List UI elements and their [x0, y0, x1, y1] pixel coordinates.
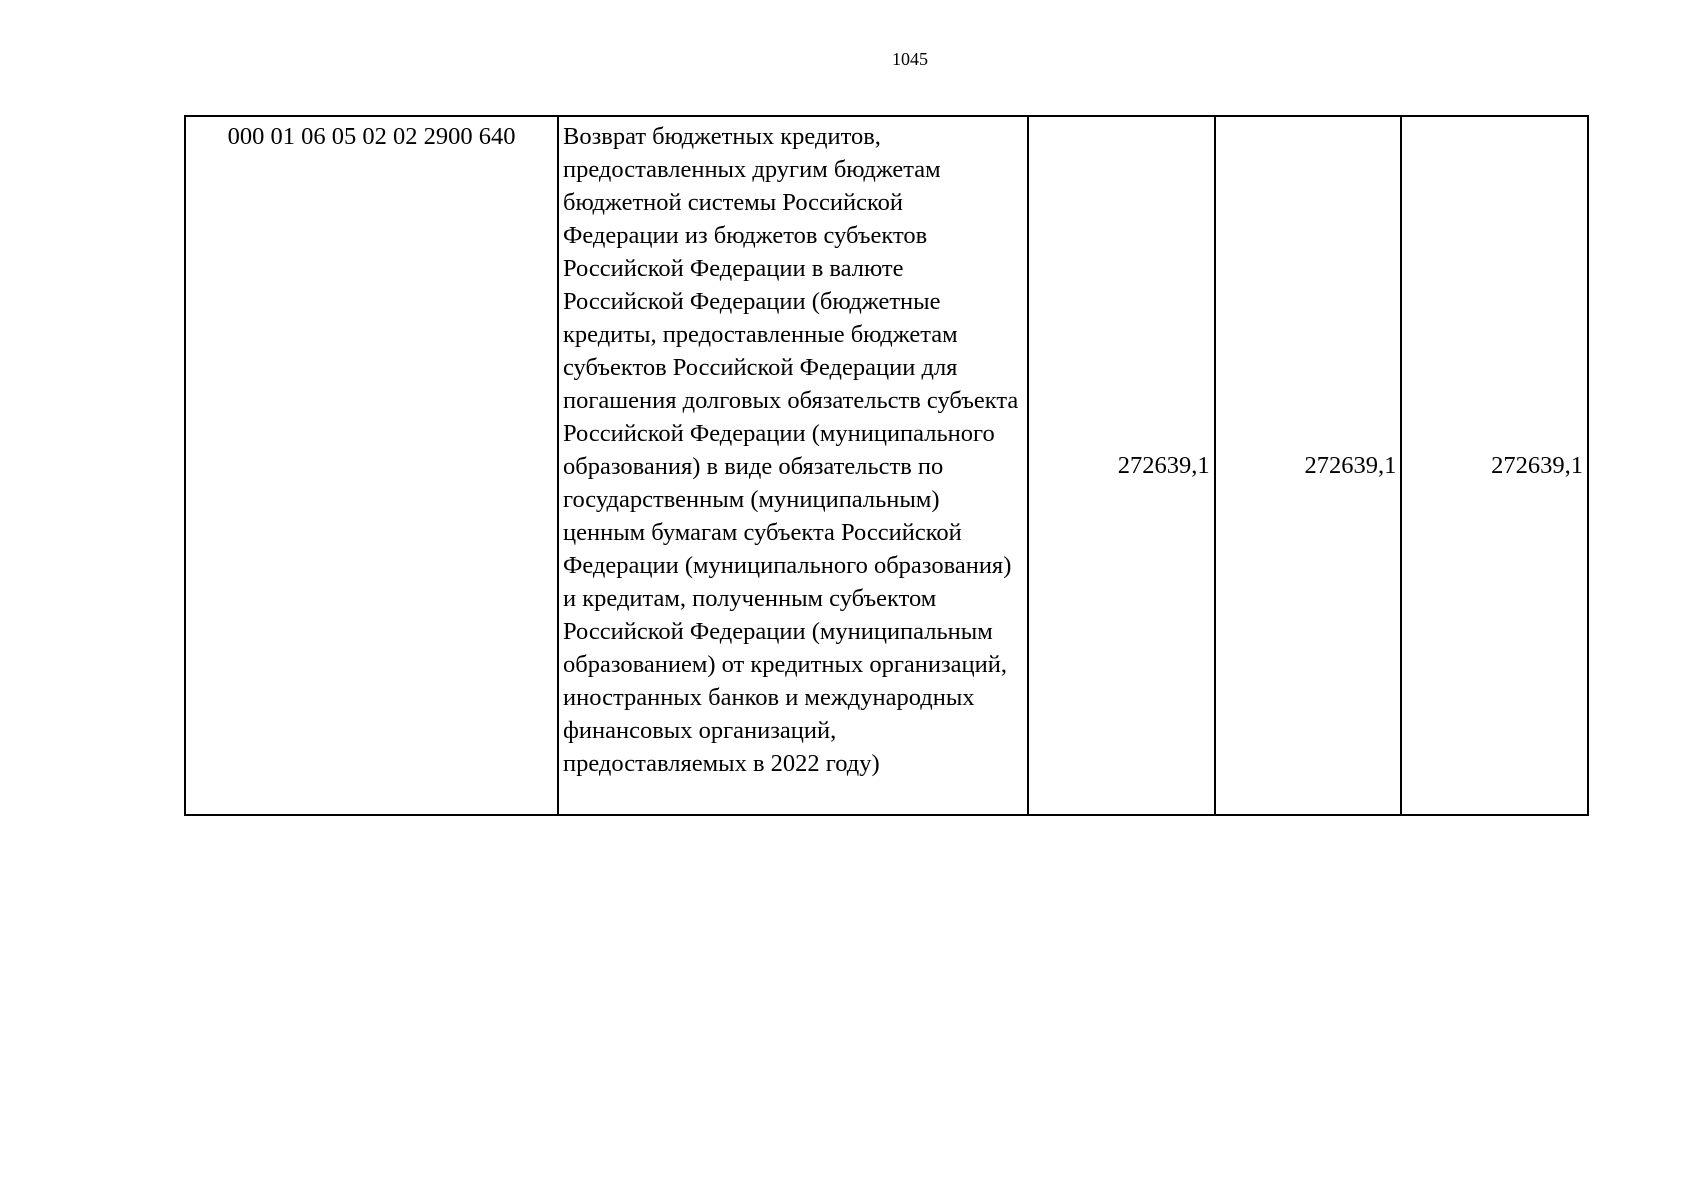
value-cell-3: 272639,1	[1401, 116, 1588, 815]
budget-code-cell: 000 01 06 05 02 02 2900 640	[185, 116, 558, 815]
budget-table	[184, 115, 1589, 816]
value-cell-2: 272639,1	[1215, 116, 1402, 815]
table-row	[185, 116, 1588, 815]
page-number: 1045	[892, 49, 928, 69]
value-cell-1: 272639,1	[1028, 116, 1215, 815]
description-cell: Возврат бюджетных кредитов, предоставленных другим бюджетам бюджетной системы Российской Федерации из бюджетов субъектов Российской Федерации в валюте Российской Федерации (бюджетные кредиты, предоставленные бюджетам субъектов Российской Федерации для погашения долговых обязательств субъекта Российской Федерации (муниципального образования) в виде обязательств по государственным (муниципальным) ценным бумагам субъекта Российской Федерации (муниципального образования) и кредитам, полученным субъектом Российской Федерации (муниципальным образованием) от кредитных организаций, иностранных банков и международных финансовых организаций, предоставляемых в 2022 году)	[558, 116, 1028, 815]
